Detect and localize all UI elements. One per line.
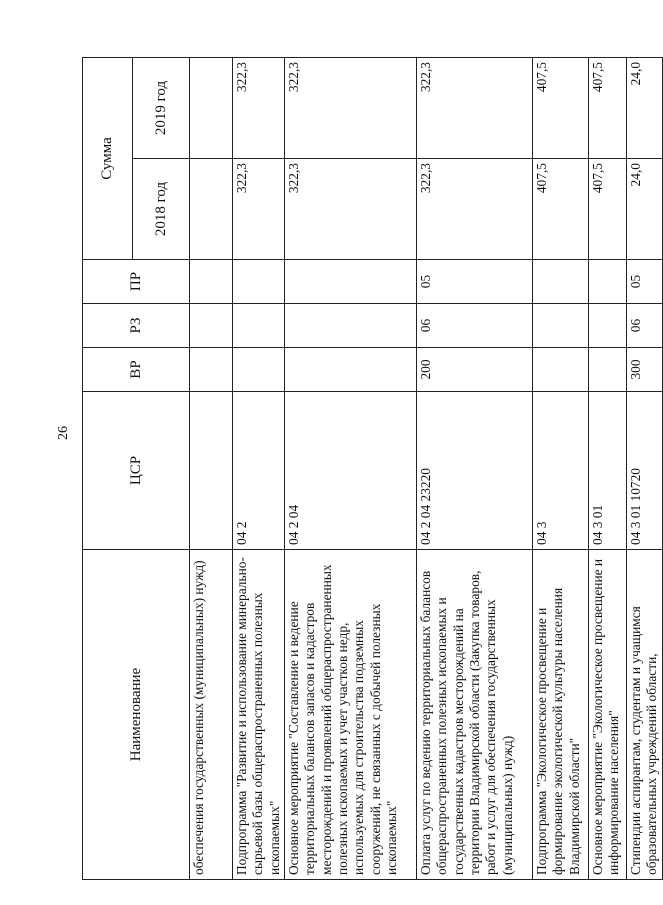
table-row	[190, 57, 233, 879]
cell-vr	[285, 348, 417, 392]
cell-csr: 04 2 04	[285, 392, 417, 550]
cell-csr	[190, 392, 233, 550]
cell-vr	[533, 348, 589, 392]
header-rz: РЗ	[83, 304, 190, 348]
cell-name: Подпрограмма "Экологическое просвещение и формирование экологической культуры населения Владимирской области"	[533, 550, 589, 880]
cell-2018: 322,3	[233, 159, 285, 260]
header-sum: Сумма	[83, 57, 133, 259]
cell-2018	[190, 159, 233, 260]
cell-pr	[285, 260, 417, 304]
cell-rz	[589, 304, 627, 348]
cell-rz	[233, 304, 285, 348]
cell-pr	[233, 260, 285, 304]
table-row	[589, 57, 627, 879]
cell-vr	[233, 348, 285, 392]
cell-name: Оплата услуг по ведению территориальных балансов общераспространенных полезных ископаемых и государственных кадастров месторождений на территории Владимирской области (Закупка товаров, работ и услуг для обеспечения государственных (муниципальных) нужд)	[417, 550, 533, 880]
cell-2019: 322,3	[285, 57, 417, 158]
cell-rz	[190, 304, 233, 348]
table-header	[83, 57, 190, 879]
budget-table	[82, 57, 663, 880]
table-row	[627, 57, 663, 879]
cell-name: Основное мероприятие "Составление и ведение территориальных балансов запасов и кадастров месторождений и проявлений общераспространенных полезных ископаемых и учет участков недр, используемых для строительства подземных сооружений, не связанных с добычей полезных ископаемых"	[285, 550, 417, 880]
cell-pr	[589, 260, 627, 304]
cell-2018: 407,5	[589, 159, 627, 260]
cell-csr: 04 3 01 10720	[627, 392, 663, 550]
cell-name: обеспечения государственных (муниципальных) нужд)	[190, 550, 233, 880]
cell-vr: 200	[417, 348, 533, 392]
cell-2019: 407,5	[589, 57, 627, 158]
cell-csr: 04 2 04 23220	[417, 392, 533, 550]
cell-name: Подпрограмма "Развитие и использование минерально-сырьевой базы общераспространенных полезных ископаемых"	[233, 550, 285, 880]
cell-2019: 322,3	[233, 57, 285, 158]
cell-pr	[533, 260, 589, 304]
cell-csr: 04 2	[233, 392, 285, 550]
header-vr: ВР	[83, 348, 190, 392]
page-number: 26	[56, 426, 71, 440]
header-2019: 2019 год	[133, 57, 190, 158]
cell-name: Основное мероприятие "Экологическое просвещение и информирование населения"	[589, 550, 627, 880]
header-pr: ПР	[83, 260, 190, 304]
cell-2019	[190, 57, 233, 158]
table-row	[533, 57, 589, 879]
cell-pr: 05	[417, 260, 533, 304]
cell-csr: 04 3 01	[589, 392, 627, 550]
cell-name: Стипендии аспирантам, студентам и учащимся образовательных учреждений области,	[627, 550, 663, 880]
cell-2019: 322,3	[417, 57, 533, 158]
table-row	[233, 57, 285, 879]
header-csr: ЦСР	[83, 392, 190, 550]
cell-2019: 407,5	[533, 57, 589, 158]
cell-vr	[589, 348, 627, 392]
table-row	[417, 57, 533, 879]
cell-2018: 24,0	[627, 159, 663, 260]
cell-rz	[285, 304, 417, 348]
cell-2019: 24,0	[627, 57, 663, 158]
header-2018: 2018 год	[133, 159, 190, 260]
cell-2018: 322,3	[285, 159, 417, 260]
table-row	[285, 57, 417, 879]
header-name: Наименование	[83, 550, 190, 880]
cell-vr: 300	[627, 348, 663, 392]
cell-csr: 04 3	[533, 392, 589, 550]
cell-rz	[533, 304, 589, 348]
cell-pr: 05	[627, 260, 663, 304]
cell-rz: 06	[417, 304, 533, 348]
budget-table-container	[82, 58, 660, 880]
cell-vr	[190, 348, 233, 392]
cell-rz: 06	[627, 304, 663, 348]
cell-2018: 322,3	[417, 159, 533, 260]
cell-pr	[190, 260, 233, 304]
cell-2018: 407,5	[533, 159, 589, 260]
